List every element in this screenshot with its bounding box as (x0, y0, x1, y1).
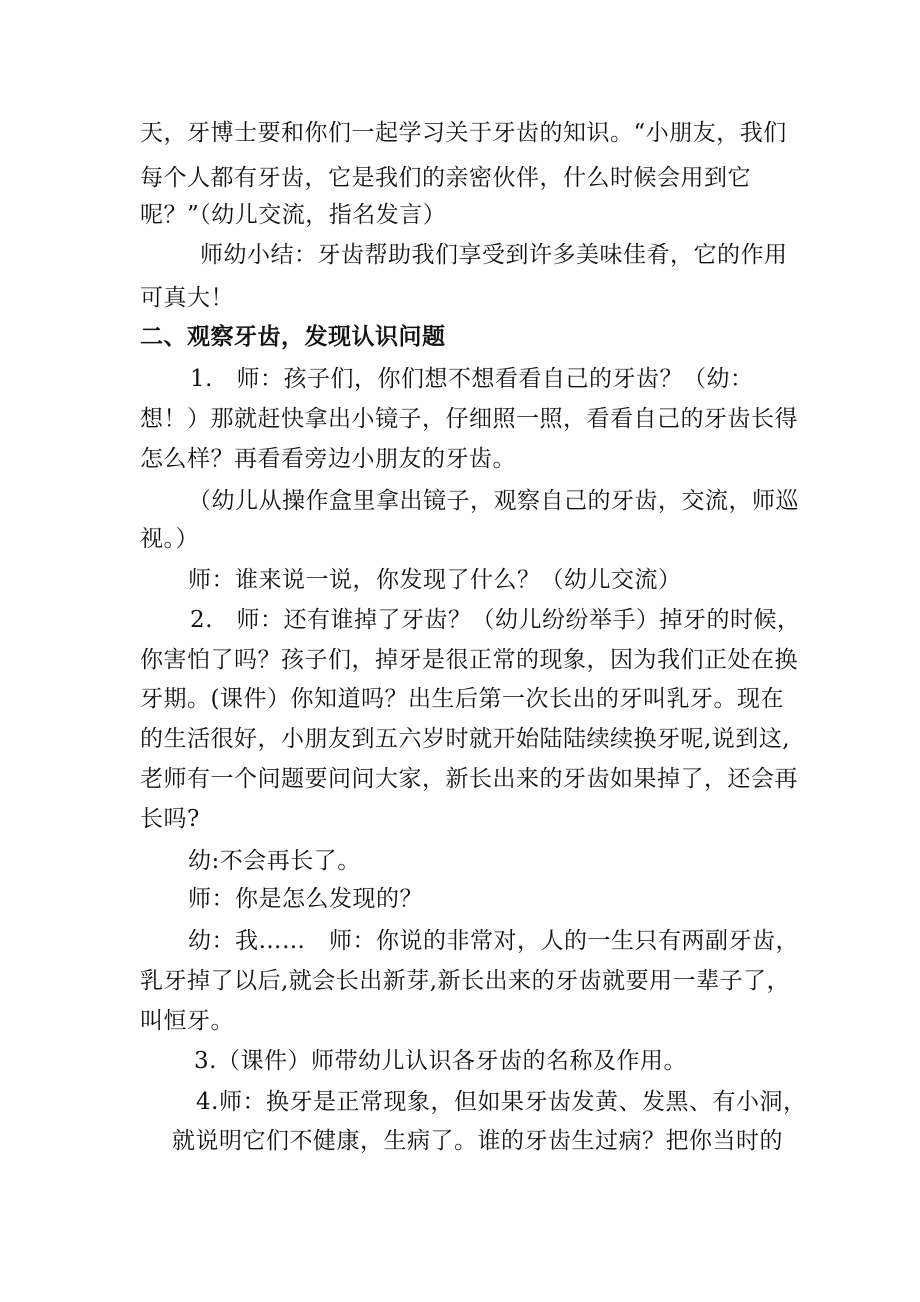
text-line: 视。） (140, 526, 199, 552)
text-line: 长吗? (140, 806, 200, 832)
section-heading: 二、观察牙齿，发现认识问题 (140, 323, 446, 350)
text-line: 牙期。(课件）你知道吗？出生后第一次长出的牙叫乳牙。现在 (140, 686, 784, 712)
text-line: 乳牙掉了以后,就会长出新芽,新长出来的牙齿就要用一辈子了， (140, 968, 791, 994)
text-line: 师：你是怎么发现的？ (188, 886, 423, 912)
text-line: 叫恒牙。 (140, 1008, 234, 1034)
text-line: 呢？”（幼儿交流，指名发言） (140, 202, 447, 228)
text-line: 想！）那就赶快拿出小镜子，仔细照一照，看看自己的牙齿长得 (140, 406, 798, 432)
text-line: 师：谁来说一说，你发现了什么？（幼儿交流） (188, 567, 682, 593)
text-line: 老师有一个问题要问问大家，新长出来的牙齿如果掉了，还会再 (140, 766, 798, 792)
text-line: 怎么样？再看看旁边小朋友的牙齿。 (140, 446, 516, 472)
text-line: 3.（课件）师带幼儿认识各牙齿的名称及作用。 (194, 1048, 687, 1074)
text-line: 师幼小结：牙齿帮助我们享受到许多美味佳肴，它的作用 (200, 242, 788, 268)
text-line: 4.师：换牙是正常现象，但如果牙齿发黄、发黑、有小洞， (196, 1089, 807, 1115)
text-line: 每个人都有牙齿，它是我们的亲密伙伴，什么时候会用到它 (140, 165, 751, 191)
text-line: 1. 师：孩子们，你们想不想看看自己的牙齿？（幼： (190, 366, 754, 392)
text-line: 幼：我…… 师：你说的非常对，人的一生只有两副牙齿， (188, 928, 799, 954)
text-line: 的生活很好，小朋友到五六岁时就开始陆陆续续换牙呢,说到这, (140, 726, 791, 752)
text-line: 你害怕了吗？孩子们，掉牙是很正常的现象，因为我们正处在换 (140, 647, 798, 673)
text-line: 就说明它们不健康，生病了。谁的牙齿生过病？把你当时的 (172, 1128, 783, 1154)
text-line: 幼:不会再长了。 (188, 848, 361, 874)
text-line: 天，牙博士要和你们一起学习关于牙齿的知识。“小朋友，我们 (140, 120, 787, 146)
text-line: （幼儿从操作盒里拿出镜子，观察自己的牙齿，交流，师巡 (188, 488, 799, 514)
text-line: 2. 师：还有谁掉了牙齿？（幼儿纷纷举手）掉牙的时候， (190, 607, 801, 633)
text-line: 可真大！ (140, 285, 234, 311)
